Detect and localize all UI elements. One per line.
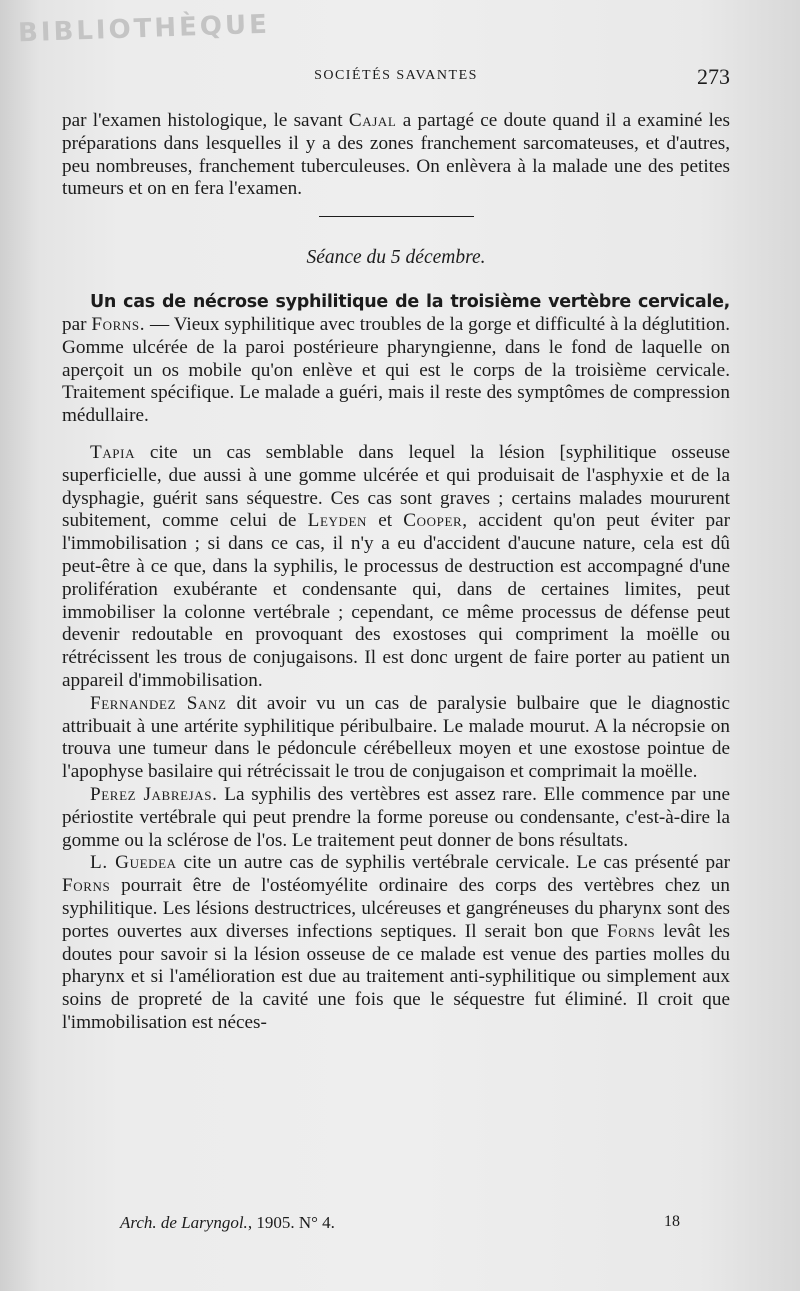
library-stamp: BIBLIOTHÈQUE <box>17 9 271 49</box>
guedea-paragraph <box>62 852 730 1034</box>
author-cooper: Cooper <box>403 510 463 532</box>
author-perez-jabrejas: Perez Jabrejas. <box>90 783 218 805</box>
guedea-text-1: cite un autre cas de syphilis vertébrale cervicale. Le cas présenté par <box>176 852 730 874</box>
journal-signature <box>120 1213 335 1233</box>
case-by: par <box>62 313 92 335</box>
perez-text: La syphilis des vertèbres est assez rare. Elle commence par une périostite vertébrale qui peut prendre la forme poreuse ou condensante, c'est-à-dire la gomme ou la sclérose de l'os. Le traitement peut donner de bons résultats. <box>62 783 730 851</box>
author-fernandez-sanz: Fernandez Sanz <box>90 692 227 714</box>
author-tapia: Tapia <box>90 441 136 463</box>
intro-paragraph <box>62 110 730 201</box>
case-text: — Vieux syphilitique avec troubles de la gorge et difficulté à la déglutition. Gomme ulcérée de la paroi postérieure pharyngienne, dans le fond de laquelle on aperçoit un os mobile qu'on enlève et qui est le corps de la troisième cervicale. Traitement spécifique. Le malade a guéri, mais il reste des symptômes de compression médullaire. <box>62 313 730 427</box>
perez-paragraph <box>62 784 730 852</box>
intro-text-after: a partagé ce doute quand il a examiné les préparations dans lesquelles il y a des zones franchement sarcomateuses, et d'autres, peu nombreuses, franchement tuberculeuses. On enlèvera à la malade une des petites tumeurs et on en fera l'examen. <box>62 110 731 200</box>
author-forns-ref-1: Forns <box>62 875 111 897</box>
fernandez-text: dit avoir vu un cas de paralysie bulbaire que le diagnostic attribuait à une artérite syphilitique péribulbaire. Le malade mourut. A la nécropsie on trouva une tumeur dans le pédoncule cérébelleux moyen et une exostose pointue de l'apophyse basilaire qui rétrécissait le trou de conjugaison et comprimait la moëlle. <box>62 692 730 783</box>
fernandez-paragraph <box>62 693 730 784</box>
journal-title: Arch. de Laryngol. <box>120 1213 248 1232</box>
case-paragraph <box>62 291 730 428</box>
section-divider <box>319 216 474 217</box>
sheet-number: 18 <box>664 1213 680 1230</box>
paragraph-gap <box>62 428 730 442</box>
tapia-and: et <box>367 510 404 532</box>
page-footer <box>120 1213 680 1239</box>
tapia-text-2: , accident qu'on peut éviter par l'immobilisation ; si dans ce cas, il n'y a eu d'accident d'aucune nature, cela est dû peut-être à ce que, dans la syphilis, le processus de destruction est accompagné d'une prolifération exubérante et condensante qui, dans de certaines limites, peut immobiliser la colonne vertébrale ; cependant, ce même processus de défense peut devenir redoutable en provoquant des exostoses qui compriment la moëlle ou rétrécissent les trous de conjugaisons. Il est donc urgent de faire porter au patient un appareil d'immobilisation. <box>62 510 730 691</box>
guedea-text-2: pourrait être de l'ostéomyélite ordinaire des corps des vertèbres chez un syphilitique. Les lésions destructrices, ulcéreuses et gangréneuses du pharynx sont des portes ouvertes aux diverses infections septiques. Il serait bon que <box>62 875 730 942</box>
journal-issue: , 1905. N° 4. <box>247 1213 335 1232</box>
author-cajal: Cajal <box>348 110 397 131</box>
author-forns: Forns. <box>91 313 146 335</box>
tapia-text-1: cite un cas semblable dans lequel la lésion [syphilitique osseuse superficielle, due aussi à une gomme ulcérée et qui produisait de l'asphyxie et de la dysphagie, guérit sans séquestre. Ces cas sont graves ; certains malades moururent subitement, comme celui de <box>62 441 730 532</box>
tapia-paragraph <box>62 442 730 693</box>
author-leyden: Leyden <box>307 510 368 532</box>
page-content <box>62 110 730 1035</box>
running-title: SOCIÉTÉS SAVANTES <box>314 68 478 83</box>
author-forns-ref-2: Forns <box>606 920 656 942</box>
author-guedea: L. Guedea <box>90 852 177 874</box>
session-heading: Séance du 5 décembre. <box>306 247 486 269</box>
page-header <box>62 64 730 94</box>
case-title: Un cas de nécrose syphilitique de la troisième vertèbre cervicale, <box>90 292 730 313</box>
intro-text-before: par l'examen histologique, le savant <box>62 110 349 131</box>
guedea-text-3: levât les doutes pour savoir si la lésion osseuse de ce malade est venue des parties molles du pharynx et si l'amélioration est due au traitement anti-syphilitique ou simplement aux soins de propreté de la cavité une fois que le séquestre fut éliminé. Il croit que l'immobilisation est néces- <box>62 920 730 1033</box>
page-number: 273 <box>697 64 730 89</box>
